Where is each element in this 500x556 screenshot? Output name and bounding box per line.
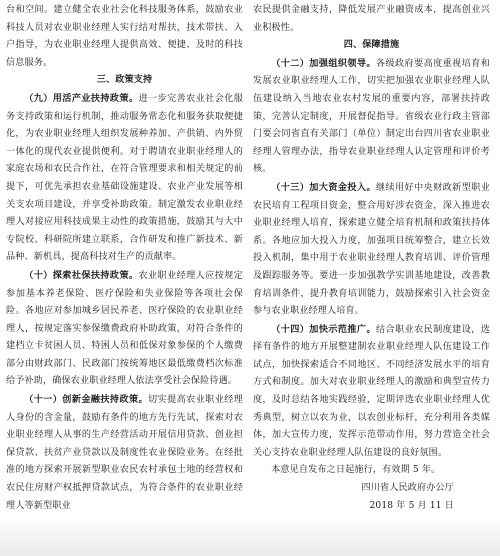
- subheading-funding: （十三）加大资金投入。: [271, 181, 376, 193]
- subheading-finance-policy: （十一）创新金融扶持政策。: [24, 394, 149, 406]
- two-column-body: [6, 2, 490, 515]
- paragraph-finance-policy: [6, 391, 243, 515]
- paragraph-social-security: [6, 267, 243, 391]
- subheading-demonstration: （十四）加快示范推广。: [271, 323, 376, 335]
- issue-date: 2018 年 5 月 11 日: [369, 500, 454, 511]
- page-bottom-shadow: [0, 516, 500, 556]
- text-industry-policy: 进一步完善农业社会化服务支持政策和运行机制，推动服务常态化和服务获取便捷化，为农业职业经理人组织发展种养加、产供销、内外贸一体化的现代农业提供便利。对于聘请农业职业经理人的家庭农场和农民合作社，在符合管理要求和相关规定的前提下，可优先承担农业基础设施建设、农业产业发展等相关支农项目建设，并享受补助政策。制定激发农业职业经理人对接应用科技成果主动性的政策措施，鼓励其与大中专院校、科研院所建立联系，合作研发和推广新技术、新品种、新机具，提高科技对生产的贡献率。: [6, 93, 243, 263]
- paragraph-industry-policy: [6, 90, 243, 267]
- issuing-organization: 四川省人民政府办公厅: [361, 483, 454, 494]
- subheading-industry-policy: （九）用活产业扶持政策。: [24, 92, 139, 104]
- section-heading-safeguards: 四、保障措施: [343, 40, 400, 51]
- left-column: [6, 2, 243, 515]
- paragraph-finance-continued: 农民提供金融支持，降低发展产业融资成本，提高创业兴业积极性。: [253, 5, 490, 33]
- text-funding: 继续用好中央财政新型职业农民培育工程项目资金，整合用好涉农资金，深入推进农业职业经理人培育，探索建立健全培育机制和政策扶持体系。各地应加大投入力度，加强项目统筹整合，建立长效投入机制，集中用于农业职业经理人教育培训、评价管理及跟踪服务等。要进一步加强教学实训基地建设，改善教育培训条件，提升教育培训能力，鼓励探索引入社会资金参与农业职业经理人培育。: [253, 182, 490, 317]
- text-demonstration: 结合职业农民制度建设，选择有条件的地方开展整建制农业职业经理人队伍建设工作试点，加快探索适合不同地区、不同经济发展水平的培育方式和制度。加大对农业职业经理人的激励和典型宣传力度，及时总结各地实践经验，定期评选农业职业经理人优秀典型，树立以农为业，以农创业标杆，充分利用各类媒体，加大宣传力度，发挥示范带动作用，努力营造全社会关心支持农业职业经理人队伍建设的良好氛围。: [253, 324, 490, 458]
- paragraph-tech-service: 台和空间。建立健全农业社会化科技服务体系，鼓励农业科技人员对农业职业经理人实行结对帮扶，技术带扶、入户指导，为农业职业经理人提供高效、便捷、及时的科技信息服务。: [6, 5, 243, 68]
- right-column: [253, 2, 490, 515]
- paragraph-leadership: [253, 55, 490, 179]
- subheading-leadership: （十二）加强组织领导。: [271, 57, 376, 69]
- text-leadership: 各级政府要高度重视培育和发展农业职业经理人工作，切实把加强农业职业经理人队伍建设纳入当地农业农村发展的重要内容，部署扶持政策，完善认定制度，开展督促指导。省级农业行政主管部门要会同省直有关部门（单位）制定出台四川省农业职业经理人管理办法，指导农业职业经理人认定管理和评价考核。: [253, 58, 490, 175]
- text-finance-policy: 切实提高农业职业经理人身份的含金量，鼓励有条件的地方先行先试，探索对农业职业经理人从事的生产经营活动开展信用贷款、创业担保贷款、扶贫产业贷款以及制度性农业保险业务。在经批准的地方探索开展新型职业农民农村承包土地的经营权和农民住房财产权抵押贷款试点，为符合条件的农业职业经理人等新型职业: [6, 395, 243, 511]
- subheading-social-security: （十）探索社保扶持政策。: [24, 269, 139, 281]
- paragraph-demonstration: [253, 321, 490, 463]
- text-social-security: 农业职业经理人应按规定参加基本养老保险、医疗保险和失业保险等各项社会保险。各地应对参加城乡居民养老、医疗保险的农业职业经理人，按规定落实参保缴费政府补助政策，对符合条件的建档立卡贫困人员、特困人员和低保对象参保的个人缴费部分由财政部门、民政部门按统筹地区最低缴费档次标准给予补助，确保农业职业经理人依法享受社会保险待遇。: [6, 270, 243, 387]
- section-heading-policy-support: 三、政策支持: [96, 75, 153, 86]
- effective-date-note: 本意见自发布之日起施行，有效期 5 年。: [271, 465, 441, 476]
- paragraph-funding: [253, 179, 490, 321]
